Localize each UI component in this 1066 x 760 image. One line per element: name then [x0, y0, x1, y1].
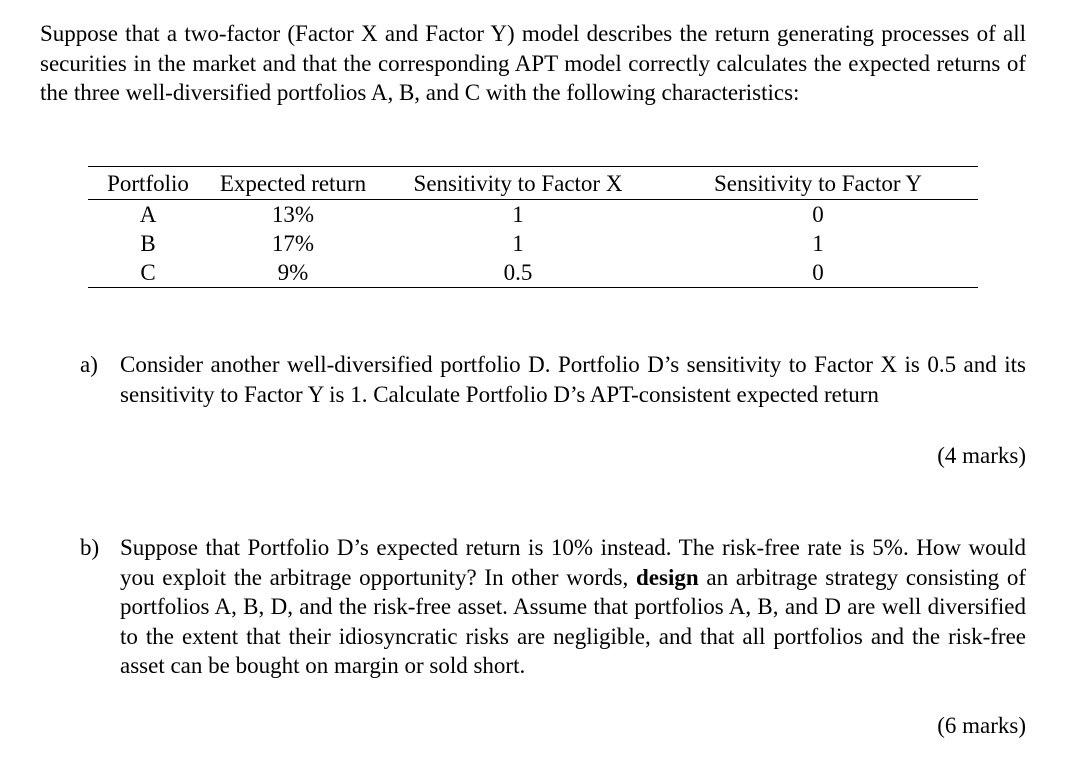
question-b — [80, 533, 1026, 681]
header-sensitivity-y: Sensitivity to Factor Y — [658, 167, 978, 200]
portfolio-table — [88, 166, 978, 288]
cell-sensitivity-x: 0.5 — [378, 258, 658, 288]
question-b-label: b) — [80, 535, 100, 560]
cell-sensitivity-x: 1 — [512, 230, 524, 256]
question-b-text-after: an arbitrage strategy consisting of portfolios A, B, D, and the risk-free asset. Assume that portfolios A, B, and D are well diversified to the extent that their idiosyncratic risks are negligible, and that all portfolios and the risk-free asset can be bought on margin or sold short. — [120, 564, 1026, 678]
cell-portfolio: A — [139, 201, 157, 227]
header-expected-return: Expected return — [208, 167, 378, 200]
cell-expected-return: 13% — [271, 201, 315, 227]
question-a-text: Consider another well-diversified portfolio D. Portfolio D’s sensitivity to Factor X is 0.5 and its sensitivity to Factor Y is 1. Calculate Portfolio D’s APT-consistent expected return — [120, 352, 1026, 407]
header-sensitivity-x: Sensitivity to Factor X — [378, 167, 658, 200]
cell-expected-return: 17% — [271, 230, 315, 256]
cell-portfolio: C — [88, 258, 208, 288]
cell-sensitivity-y: 1 — [812, 230, 824, 256]
question-b-text — [120, 533, 1026, 681]
question-b-text-before: Suppose that Portfolio D’s expected return is 10% instead. The risk-free rate is 5%. How would you exploit the arbitrage opportunity? In other words, — [120, 535, 1026, 590]
portfolio-table-wrap — [88, 166, 978, 288]
question-a-marks: (4 marks) — [937, 443, 1026, 468]
question-a — [80, 350, 1026, 409]
header-portfolio: Portfolio — [88, 167, 208, 200]
question-b-bold-design: design — [636, 564, 699, 590]
question-a-label: a) — [80, 352, 98, 377]
table-row — [88, 258, 978, 288]
cell-expected-return: 9% — [208, 258, 378, 288]
cell-sensitivity-y: 0 — [658, 258, 978, 288]
cell-sensitivity-y: 0 — [812, 201, 824, 227]
table-header-row — [88, 167, 978, 200]
cell-sensitivity-x: 1 — [512, 201, 524, 227]
table-row — [88, 200, 978, 230]
question-b-marks: (6 marks) — [937, 713, 1026, 738]
table-row — [88, 229, 978, 258]
cell-portfolio: B — [140, 230, 156, 256]
intro-paragraph: Suppose that a two-factor (Factor X and Factor Y) model describes the return generating processes of all securities in the market and that the corresponding APT model correctly calculates the expected returns of the three well-diversified portfolios A, B, and C with the following characteristics: — [40, 21, 1026, 105]
